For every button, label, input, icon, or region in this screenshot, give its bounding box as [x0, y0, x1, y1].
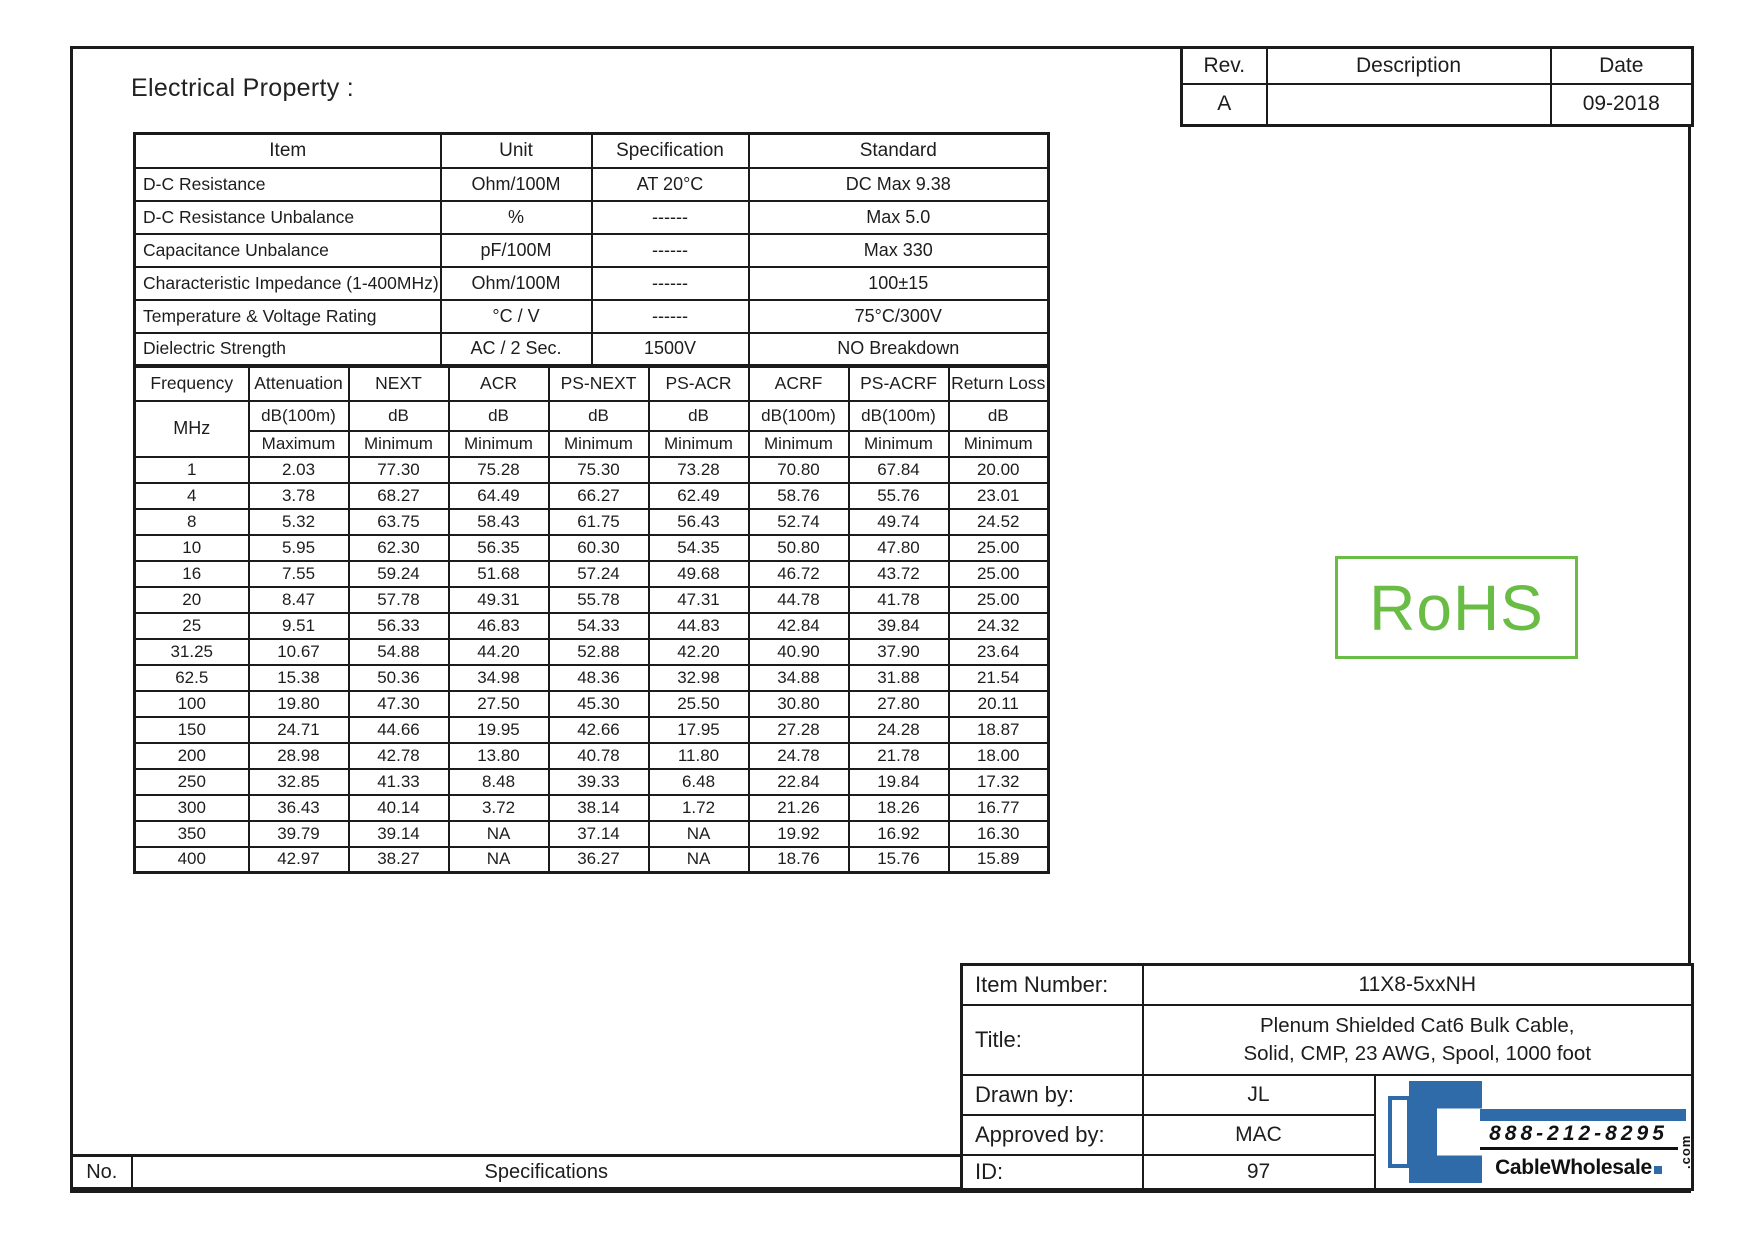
measurement-cell: 34.88 [749, 665, 849, 691]
revision-table [1180, 46, 1694, 127]
measurement-cell: 68.27 [349, 483, 449, 509]
description-value [1267, 84, 1551, 126]
logo-blue-bar [1480, 1109, 1686, 1121]
footer-no-label: No. [72, 1156, 132, 1189]
item-cell: D-C Resistance [135, 168, 441, 201]
measurement-cell: 47.80 [849, 535, 949, 561]
measurement-cell: NA [649, 821, 749, 847]
frequency-header: Frequency [135, 367, 249, 401]
measurement-cell: 16.30 [949, 821, 1049, 847]
measurement-cell: 55.78 [549, 587, 649, 613]
freq-col-unit: dB(100m) [249, 401, 349, 431]
measurement-cell: 40.90 [749, 639, 849, 665]
measurement-cell: 40.78 [549, 743, 649, 769]
frequency-cell: 20 [135, 587, 249, 613]
freq-col-unit: dB(100m) [849, 401, 949, 431]
frequency-data-row [135, 613, 1049, 639]
frequency-data-row [135, 821, 1049, 847]
value-cell: ------ [592, 300, 749, 333]
measurement-cell: 38.14 [549, 795, 649, 821]
measurement-cell: 25.00 [949, 535, 1049, 561]
measurement-cell: 50.36 [349, 665, 449, 691]
measurement-cell: 1.72 [649, 795, 749, 821]
frequency-data-row [135, 457, 1049, 483]
frequency-cell: 4 [135, 483, 249, 509]
freq-col-limit: Minimum [849, 431, 949, 457]
frequency-cell: 250 [135, 769, 249, 795]
item-cell: Temperature & Voltage Rating [135, 300, 441, 333]
frequency-cell: 10 [135, 535, 249, 561]
measurement-cell: 15.89 [949, 847, 1049, 873]
freq-col-name: Return Loss [949, 367, 1049, 401]
item-number-row [962, 965, 1693, 1005]
measurement-cell: 42.97 [249, 847, 349, 873]
frequency-data-row [135, 587, 1049, 613]
measurement-cell: 46.83 [449, 613, 549, 639]
drawn-by-label: Drawn by: [962, 1075, 1143, 1115]
measurement-cell: 47.31 [649, 587, 749, 613]
measurement-cell: 27.50 [449, 691, 549, 717]
freq-col-unit: dB [549, 401, 649, 431]
measurement-cell: 18.87 [949, 717, 1049, 743]
measurement-cell: 17.32 [949, 769, 1049, 795]
measurement-cell: 37.14 [549, 821, 649, 847]
electrical-property-table [133, 132, 1050, 367]
measurement-cell: NA [649, 847, 749, 873]
freq-col-name: PS-ACRF [849, 367, 949, 401]
frequency-data-row [135, 743, 1049, 769]
document-info-table [960, 963, 1694, 1191]
measurement-cell: 56.35 [449, 535, 549, 561]
frequency-data-row [135, 665, 1049, 691]
logo-com-text: .com [1678, 1134, 1693, 1169]
id-label: ID: [962, 1155, 1143, 1189]
electrical-row [135, 234, 1049, 267]
measurement-cell: 24.32 [949, 613, 1049, 639]
freq-col-limit: Minimum [549, 431, 649, 457]
measurement-cell: 60.30 [549, 535, 649, 561]
measurement-cell: 52.88 [549, 639, 649, 665]
measurement-cell: 24.52 [949, 509, 1049, 535]
date-header: Date [1551, 48, 1693, 84]
freq-col-name: ACRF [749, 367, 849, 401]
freq-col-unit: dB [649, 401, 749, 431]
measurement-cell: 27.80 [849, 691, 949, 717]
measurement-cell: 77.30 [349, 457, 449, 483]
footer-strip [70, 1154, 963, 1190]
measurement-cell: 39.14 [349, 821, 449, 847]
electrical-row [135, 300, 1049, 333]
value-cell: ------ [592, 267, 749, 300]
measurement-cell: 18.26 [849, 795, 949, 821]
frequency-data-row [135, 847, 1049, 873]
footer-specifications-label: Specifications [132, 1156, 962, 1189]
measurement-cell: 55.76 [849, 483, 949, 509]
rohs-label: RoHS [1369, 571, 1544, 644]
frequency-data-row [135, 795, 1049, 821]
measurement-cell: 56.33 [349, 613, 449, 639]
measurement-cell: 24.78 [749, 743, 849, 769]
measurement-cell: 32.85 [249, 769, 349, 795]
frequency-cell: 31.25 [135, 639, 249, 665]
value-cell: °C / V [441, 300, 592, 333]
measurement-cell: 41.78 [849, 587, 949, 613]
freq-col-unit: dB [349, 401, 449, 431]
frequency-data-row [135, 769, 1049, 795]
electrical-header-row [135, 134, 1049, 168]
measurement-cell: 20.11 [949, 691, 1049, 717]
measurement-cell: 3.78 [249, 483, 349, 509]
freq-col-name: NEXT [349, 367, 449, 401]
footer-row [72, 1156, 962, 1189]
item-cell: D-C Resistance Unbalance [135, 201, 441, 234]
measurement-cell: 73.28 [649, 457, 749, 483]
measurement-cell: 2.03 [249, 457, 349, 483]
measurement-cell: 44.20 [449, 639, 549, 665]
measurement-cell: 42.20 [649, 639, 749, 665]
measurement-cell: 62.30 [349, 535, 449, 561]
measurement-cell: 31.88 [849, 665, 949, 691]
page-title: Electrical Property : [131, 74, 355, 102]
item-cell: Capacitance Unbalance [135, 234, 441, 267]
frequency-cell: 62.5 [135, 665, 249, 691]
freq-col-name: ACR [449, 367, 549, 401]
freq-col-limit: Minimum [649, 431, 749, 457]
electrical-row [135, 267, 1049, 300]
frequency-cell: 16 [135, 561, 249, 587]
measurement-cell: 54.33 [549, 613, 649, 639]
measurement-cell: 44.78 [749, 587, 849, 613]
freq-col-limit: Minimum [949, 431, 1049, 457]
frequency-cell: 400 [135, 847, 249, 873]
measurement-cell: 59.24 [349, 561, 449, 587]
item-header: Item [135, 134, 441, 168]
measurement-cell: 56.43 [649, 509, 749, 535]
tables-stack [133, 132, 1047, 874]
freq-header-row-limits [135, 431, 1049, 457]
measurement-cell: 37.90 [849, 639, 949, 665]
freq-col-unit: dB [949, 401, 1049, 431]
unit-header: Unit [441, 134, 592, 168]
frequency-data-row [135, 509, 1049, 535]
electrical-row [135, 333, 1049, 366]
value-cell: Ohm/100M [441, 168, 592, 201]
measurement-cell: 19.95 [449, 717, 549, 743]
measurement-cell: 3.72 [449, 795, 549, 821]
measurement-cell: 66.27 [549, 483, 649, 509]
measurement-cell: 13.80 [449, 743, 549, 769]
measurement-cell: 8.47 [249, 587, 349, 613]
measurement-cell: 62.49 [649, 483, 749, 509]
measurement-cell: 39.84 [849, 613, 949, 639]
rohs-badge [1335, 556, 1578, 659]
measurement-cell: 15.76 [849, 847, 949, 873]
measurement-cell: 49.68 [649, 561, 749, 587]
measurement-cell: 41.33 [349, 769, 449, 795]
date-value: 09-2018 [1551, 84, 1693, 126]
measurement-cell: 6.48 [649, 769, 749, 795]
measurement-cell: 15.38 [249, 665, 349, 691]
measurement-cell: 11.80 [649, 743, 749, 769]
value-cell: AT 20°C [592, 168, 749, 201]
measurement-cell: 20.00 [949, 457, 1049, 483]
freq-col-limit: Maximum [249, 431, 349, 457]
measurement-cell: 7.55 [249, 561, 349, 587]
value-cell: DC Max 9.38 [749, 168, 1049, 201]
measurement-cell: 57.78 [349, 587, 449, 613]
measurement-cell: 40.14 [349, 795, 449, 821]
freq-col-limit: Minimum [449, 431, 549, 457]
value-cell: AC / 2 Sec. [441, 333, 592, 366]
frequency-cell: 8 [135, 509, 249, 535]
measurement-cell: 51.68 [449, 561, 549, 587]
measurement-cell: 54.88 [349, 639, 449, 665]
freq-col-name: Attenuation [249, 367, 349, 401]
measurement-cell: 25.00 [949, 587, 1049, 613]
mhz-unit-cell: MHz [135, 401, 249, 457]
value-cell: ------ [592, 234, 749, 267]
frequency-cell: 300 [135, 795, 249, 821]
measurement-cell: 21.78 [849, 743, 949, 769]
measurement-cell: 75.28 [449, 457, 549, 483]
measurement-cell: 21.26 [749, 795, 849, 821]
freq-header-row-units [135, 401, 1049, 431]
measurement-cell: 64.49 [449, 483, 549, 509]
value-cell: 75°C/300V [749, 300, 1049, 333]
cablewholesale-logo [1375, 1075, 1693, 1190]
measurement-cell: 23.01 [949, 483, 1049, 509]
measurement-cell: 27.28 [749, 717, 849, 743]
frequency-data-row [135, 717, 1049, 743]
measurement-cell: 42.84 [749, 613, 849, 639]
id-value: 97 [1143, 1155, 1375, 1189]
frequency-cell: 25 [135, 613, 249, 639]
logo-phone-number: 888-212-8295 [1480, 1121, 1678, 1150]
revision-data-row [1182, 84, 1693, 126]
frequency-cell: 200 [135, 743, 249, 769]
measurement-cell: 24.28 [849, 717, 949, 743]
measurement-cell: 19.80 [249, 691, 349, 717]
measurement-cell: 32.98 [649, 665, 749, 691]
revision-header-row [1182, 48, 1693, 84]
measurement-cell: 75.30 [549, 457, 649, 483]
measurement-cell: NA [449, 847, 549, 873]
measurement-cell: 49.31 [449, 587, 549, 613]
electrical-row [135, 168, 1049, 201]
title-line-1: Plenum Shielded Cat6 Bulk Cable, [1259, 1013, 1575, 1037]
approved-by-label: Approved by: [962, 1115, 1143, 1155]
frequency-cell: 100 [135, 691, 249, 717]
value-cell: Ohm/100M [441, 267, 592, 300]
measurement-cell: 45.30 [549, 691, 649, 717]
measurement-cell: 23.64 [949, 639, 1049, 665]
measurement-cell: 67.84 [849, 457, 949, 483]
measurement-cell: 28.98 [249, 743, 349, 769]
measurement-cell: 21.54 [949, 665, 1049, 691]
measurement-cell: 38.27 [349, 847, 449, 873]
logo-c-mark [1404, 1081, 1484, 1183]
frequency-performance-table [133, 365, 1050, 874]
measurement-cell: 42.66 [549, 717, 649, 743]
value-cell: 100±15 [749, 267, 1049, 300]
title-value [1143, 1005, 1693, 1075]
rev-header: Rev. [1182, 48, 1267, 84]
item-number-label: Item Number: [962, 965, 1143, 1005]
freq-header-row-names [135, 367, 1049, 401]
standard-header: Standard [749, 134, 1049, 168]
measurement-cell: 54.35 [649, 535, 749, 561]
measurement-cell: 58.43 [449, 509, 549, 535]
measurement-cell: NA [449, 821, 549, 847]
freq-col-limit: Minimum [349, 431, 449, 457]
freq-col-name: PS-ACR [649, 367, 749, 401]
measurement-cell: 39.79 [249, 821, 349, 847]
logo-brand-text: CableWholesale [1495, 1155, 1652, 1179]
value-cell: NO Breakdown [749, 333, 1049, 366]
frequency-cell: 1 [135, 457, 249, 483]
measurement-cell: 70.80 [749, 457, 849, 483]
measurement-cell: 8.48 [449, 769, 549, 795]
measurement-cell: 34.98 [449, 665, 549, 691]
value-cell: ------ [592, 201, 749, 234]
frequency-cell: 150 [135, 717, 249, 743]
item-number-value: 11X8-5xxNH [1143, 965, 1693, 1005]
value-cell: Max 330 [749, 234, 1049, 267]
measurement-cell: 24.71 [249, 717, 349, 743]
measurement-cell: 16.92 [849, 821, 949, 847]
measurement-cell: 44.66 [349, 717, 449, 743]
title-label: Title: [962, 1005, 1143, 1075]
measurement-cell: 46.72 [749, 561, 849, 587]
measurement-cell: 19.92 [749, 821, 849, 847]
value-cell: 1500V [592, 333, 749, 366]
logo-brand-row [1480, 1156, 1678, 1180]
value-cell: % [441, 201, 592, 234]
measurement-cell: 22.84 [749, 769, 849, 795]
measurement-cell: 44.83 [649, 613, 749, 639]
value-cell: Max 5.0 [749, 201, 1049, 234]
specification-header: Specification [592, 134, 749, 168]
freq-col-limit: Minimum [749, 431, 849, 457]
measurement-cell: 5.95 [249, 535, 349, 561]
electrical-row [135, 201, 1049, 234]
measurement-cell: 49.74 [849, 509, 949, 535]
measurement-cell: 61.75 [549, 509, 649, 535]
measurement-cell: 10.67 [249, 639, 349, 665]
measurement-cell: 18.76 [749, 847, 849, 873]
measurement-cell: 9.51 [249, 613, 349, 639]
measurement-cell: 57.24 [549, 561, 649, 587]
measurement-cell: 25.50 [649, 691, 749, 717]
measurement-cell: 19.84 [849, 769, 949, 795]
measurement-cell: 39.33 [549, 769, 649, 795]
measurement-cell: 52.74 [749, 509, 849, 535]
measurement-cell: 25.00 [949, 561, 1049, 587]
frequency-data-row [135, 561, 1049, 587]
measurement-cell: 50.80 [749, 535, 849, 561]
value-cell: pF/100M [441, 234, 592, 267]
drawn-by-row [962, 1075, 1693, 1115]
logo-wrap [1376, 1076, 1692, 1188]
measurement-cell: 63.75 [349, 509, 449, 535]
measurement-cell: 16.77 [949, 795, 1049, 821]
frequency-cell: 350 [135, 821, 249, 847]
measurement-cell: 36.43 [249, 795, 349, 821]
item-cell: Dielectric Strength [135, 333, 441, 366]
freq-col-unit: dB(100m) [749, 401, 849, 431]
freq-col-name: PS-NEXT [549, 367, 649, 401]
freq-col-unit: dB [449, 401, 549, 431]
measurement-cell: 42.78 [349, 743, 449, 769]
approved-by-value: MAC [1143, 1115, 1375, 1155]
frequency-data-row [135, 691, 1049, 717]
title-row [962, 1005, 1693, 1075]
measurement-cell: 36.27 [549, 847, 649, 873]
measurement-cell: 18.00 [949, 743, 1049, 769]
item-cell: Characteristic Impedance (1-400MHz) [135, 267, 441, 300]
rev-value: A [1182, 84, 1267, 126]
frequency-data-row [135, 483, 1049, 509]
measurement-cell: 43.72 [849, 561, 949, 587]
logo-dot-icon [1654, 1166, 1662, 1174]
measurement-cell: 5.32 [249, 509, 349, 535]
measurement-cell: 17.95 [649, 717, 749, 743]
title-line-2: Solid, CMP, 23 AWG, Spool, 1000 foot [1243, 1041, 1592, 1065]
measurement-cell: 48.36 [549, 665, 649, 691]
description-header: Description [1267, 48, 1551, 84]
measurement-cell: 30.80 [749, 691, 849, 717]
frequency-data-row [135, 535, 1049, 561]
frequency-data-row [135, 639, 1049, 665]
measurement-cell: 58.76 [749, 483, 849, 509]
drawn-by-value: JL [1143, 1075, 1375, 1115]
measurement-cell: 47.30 [349, 691, 449, 717]
